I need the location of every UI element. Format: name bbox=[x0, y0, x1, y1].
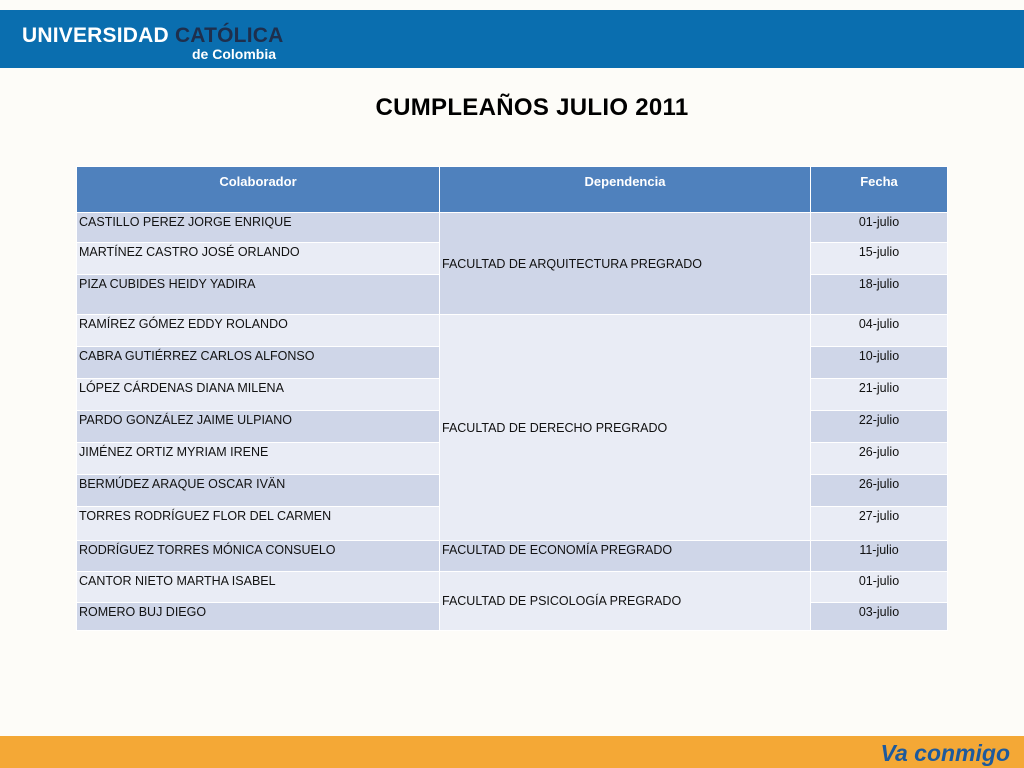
header-dependencia: Dependencia bbox=[440, 167, 811, 213]
cell-colaborador: CABRA GUTIÉRREZ CARLOS ALFONSO bbox=[77, 347, 440, 379]
cell-fecha: 10-julio bbox=[811, 347, 948, 379]
cell-colaborador: TORRES RODRÍGUEZ FLOR DEL CARMEN bbox=[77, 507, 440, 541]
cell-colaborador: PIZA CUBIDES HEIDY YADIRA bbox=[77, 275, 440, 315]
table-row bbox=[77, 213, 948, 243]
footer-slogan: Va conmigo bbox=[880, 740, 1010, 766]
cell-fecha: 15-julio bbox=[811, 243, 948, 275]
logo-word-catolica: CATÓLICA bbox=[174, 24, 284, 47]
table-row bbox=[77, 315, 948, 347]
cell-fecha: 18-julio bbox=[811, 275, 948, 315]
cell-fecha: 22-julio bbox=[811, 411, 948, 443]
cell-colaborador: CASTILLO PEREZ JORGE ENRIQUE bbox=[77, 213, 440, 243]
cell-colaborador: JIMÉNEZ ORTIZ MYRIAM IRENE bbox=[77, 443, 440, 475]
university-logo bbox=[22, 24, 284, 62]
cell-colaborador: PARDO GONZÁLEZ JAIME ULPIANO bbox=[77, 411, 440, 443]
logo-subtitle: de Colombia bbox=[192, 46, 277, 62]
page-title: CUMPLEAÑOS JULIO 2011 bbox=[375, 94, 689, 121]
header-colaborador: Colaborador bbox=[77, 167, 440, 213]
cell-colaborador: RODRÍGUEZ TORRES MÓNICA CONSUELO bbox=[77, 541, 440, 572]
cell-fecha: 21-julio bbox=[811, 379, 948, 411]
cell-fecha: 26-julio bbox=[811, 443, 948, 475]
logo-word-universidad: UNIVERSIDAD bbox=[22, 24, 169, 47]
header-fecha: Fecha bbox=[811, 167, 948, 213]
cell-fecha: 04-julio bbox=[811, 315, 948, 347]
table-row bbox=[77, 541, 948, 572]
cell-fecha: 03-julio bbox=[811, 603, 948, 631]
cell-fecha: 01-julio bbox=[811, 572, 948, 603]
birthday-table bbox=[76, 166, 948, 631]
cell-dependencia: FACULTAD DE ARQUITECTURA PREGRADO bbox=[440, 213, 811, 315]
header-bar bbox=[0, 10, 1024, 68]
cell-dependencia: FACULTAD DE DERECHO PREGRADO bbox=[440, 315, 811, 541]
cell-colaborador: RAMÍREZ GÓMEZ EDDY ROLANDO bbox=[77, 315, 440, 347]
cell-fecha: 11-julio bbox=[811, 541, 948, 572]
cell-colaborador: CANTOR NIETO MARTHA ISABEL bbox=[77, 572, 440, 603]
cell-colaborador: BERMÚDEZ ARAQUE OSCAR IVÄN bbox=[77, 475, 440, 507]
footer-bar bbox=[0, 736, 1024, 768]
cell-fecha: 01-julio bbox=[811, 213, 948, 243]
table-row bbox=[77, 572, 948, 603]
cell-colaborador: ROMERO BUJ DIEGO bbox=[77, 603, 440, 631]
cell-colaborador: LÓPEZ CÁRDENAS DIANA MILENA bbox=[77, 379, 440, 411]
cell-fecha: 27-julio bbox=[811, 507, 948, 541]
cell-fecha: 26-julio bbox=[811, 475, 948, 507]
cell-dependencia: FACULTAD DE ECONOMÍA PREGRADO bbox=[440, 541, 811, 572]
cell-colaborador: MARTÍNEZ CASTRO JOSÉ ORLANDO bbox=[77, 243, 440, 275]
cell-dependencia: FACULTAD DE PSICOLOGÍA PREGRADO bbox=[440, 572, 811, 631]
